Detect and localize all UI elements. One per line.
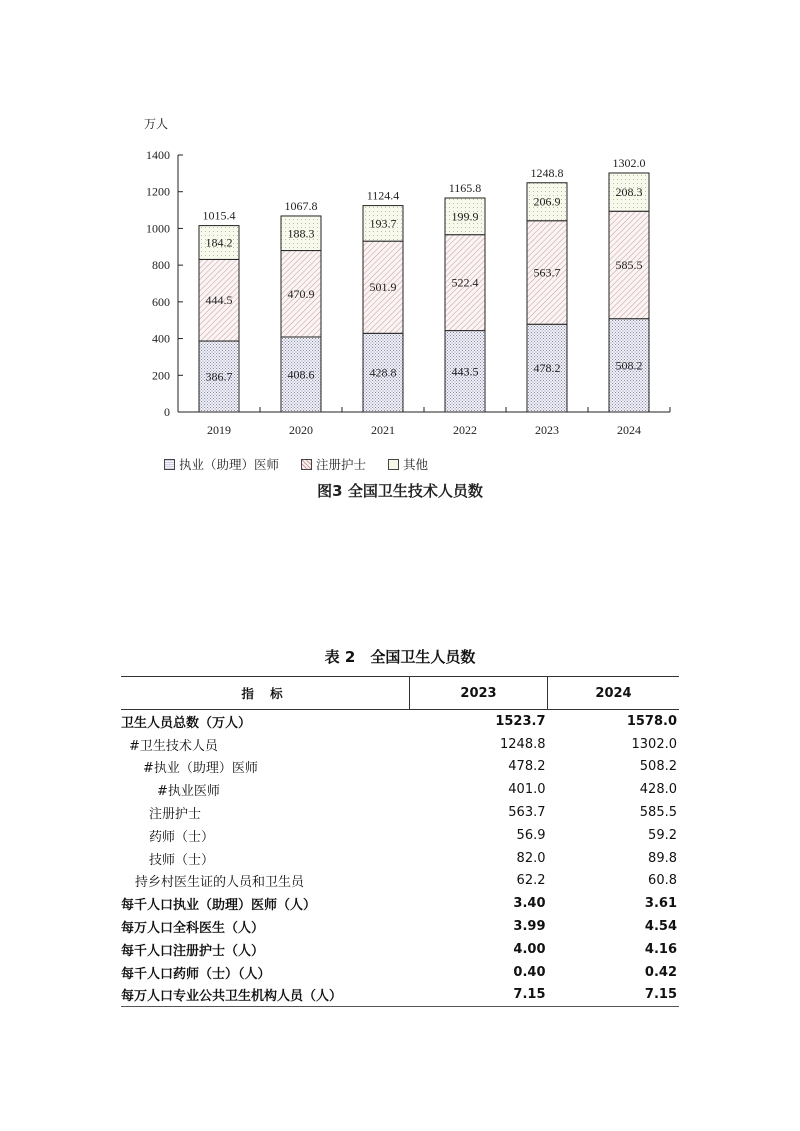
row-label: 每千人口注册护士（人） [121, 943, 265, 959]
bar-total-label: 1015.4 [202, 208, 236, 223]
x-tick-label: 2020 [289, 423, 313, 437]
value-2023: 56.9 [516, 827, 546, 843]
chart-caption: 图3 全国卫生技术人员数 [317, 482, 483, 500]
header-2023: 2023 [410, 677, 548, 710]
value-2024: 1302.0 [631, 736, 677, 752]
table-row [121, 961, 679, 984]
table-row [121, 710, 679, 733]
x-tick-label: 2022 [453, 423, 477, 437]
legend-item-nurses [301, 455, 366, 473]
table-row [121, 847, 679, 870]
row-label: 持乡村医生证的人员和卫生员 [135, 875, 305, 891]
value-2024: 585.5 [639, 805, 677, 821]
table-row [121, 984, 679, 1007]
row-label: #执业医师 [157, 784, 220, 800]
table-row [121, 801, 679, 824]
bar-total-label: 1124.4 [366, 188, 400, 203]
value-2024: 4.16 [644, 941, 677, 957]
value-2024: 89.8 [648, 850, 677, 866]
y-tick-label: 800 [152, 258, 170, 273]
table-row [121, 824, 679, 847]
bar-value-label: 386.7 [205, 369, 233, 384]
bar-value-label: 199.9 [451, 209, 479, 224]
table-row [121, 733, 679, 756]
bar-value-label: 208.3 [615, 185, 643, 200]
value-2024: 59.2 [648, 827, 677, 843]
table-row [121, 778, 679, 801]
value-2024: 508.2 [639, 759, 677, 775]
y-tick-label: 600 [152, 294, 170, 309]
y-tick-label: 200 [152, 368, 170, 383]
x-tick-label: 2023 [535, 423, 559, 437]
bar-value-label: 470.9 [287, 286, 315, 301]
table-row [121, 870, 679, 893]
legend-swatch-nurses-icon [301, 459, 312, 470]
bar-value-label: 428.8 [369, 365, 397, 380]
value-2023: 1523.7 [495, 713, 546, 729]
bar-value-label: 408.6 [287, 367, 315, 382]
value-2024: 7.15 [548, 984, 680, 1007]
value-2024: 428.0 [639, 782, 677, 798]
bar-value-label: 443.5 [451, 364, 479, 379]
legend-swatch-other-icon [388, 459, 399, 470]
bar-value-label: 585.5 [615, 257, 643, 272]
x-tick-label: 2021 [371, 423, 395, 437]
y-tick-label: 0 [164, 405, 170, 419]
row-label: 卫生人员总数（万人） [121, 715, 252, 731]
row-label: 技师（士） [149, 852, 215, 868]
legend-label: 注册护士 [316, 457, 367, 472]
bar-total-label: 1165.8 [448, 180, 482, 195]
x-tick-label: 2019 [207, 423, 231, 437]
y-tick-label: 1400 [146, 148, 170, 162]
legend-item-other [388, 455, 428, 473]
bar-value-label: 508.2 [615, 358, 643, 373]
bar-total-label: 1248.8 [530, 165, 564, 180]
y-tick-label: 400 [152, 331, 170, 346]
value-2023: 4.00 [513, 941, 546, 957]
legend-label: 其他 [403, 457, 429, 472]
bar-value-label: 501.9 [369, 280, 397, 295]
row-label: #卫生技术人员 [129, 738, 218, 754]
row-label: 每万人口专业公共卫生机构人员（人） [121, 984, 410, 1007]
value-2024: 60.8 [648, 873, 677, 889]
value-2024: 4.54 [644, 919, 677, 935]
legend-label: 执业（助理）医师 [179, 457, 280, 472]
row-label: 注册护士 [149, 807, 202, 823]
table-title: 表 2 全国卫生人员数 [324, 648, 476, 666]
row-label: #执业（助理）医师 [143, 761, 258, 777]
bar-value-label: 563.7 [533, 265, 561, 280]
bar-value-label: 193.7 [369, 216, 397, 231]
chart-canvas [120, 110, 680, 510]
value-2023: 401.0 [508, 782, 546, 798]
bar-value-label: 188.3 [287, 226, 315, 241]
stacked-bar-chart [120, 110, 680, 510]
health-personnel-table [121, 676, 679, 1007]
row-label: 药师（士） [149, 829, 215, 845]
value-2023: 0.40 [513, 964, 546, 980]
table-row [121, 938, 679, 961]
chart-legend [164, 455, 584, 473]
header-indicator: 指 标 [121, 677, 410, 710]
value-2024: 0.42 [644, 964, 677, 980]
table-row [121, 892, 679, 915]
bar-value-label: 206.9 [533, 194, 561, 209]
y-axis-unit-label: 万人 [144, 117, 169, 131]
value-2023: 3.40 [513, 896, 546, 912]
bar-value-label: 444.5 [205, 293, 233, 308]
legend-swatch-doctors-icon [164, 459, 175, 470]
bar-value-label: 478.2 [533, 361, 561, 376]
table-row [121, 915, 679, 938]
table-header-row [121, 677, 679, 710]
x-tick-label: 2024 [617, 423, 641, 437]
bar-value-label: 184.2 [205, 235, 233, 250]
bar-total-label: 1067.8 [284, 198, 318, 213]
value-2023: 563.7 [508, 805, 546, 821]
legend-item-doctors [164, 455, 279, 473]
row-label: 每千人口执业（助理）医师（人） [121, 898, 317, 914]
value-2023: 82.0 [516, 850, 546, 866]
y-tick-label: 1000 [146, 221, 170, 236]
value-2023: 1248.8 [500, 736, 546, 752]
row-label: 每千人口药师（士）（人） [121, 966, 271, 982]
value-2023: 7.15 [410, 984, 548, 1007]
value-2023: 478.2 [508, 759, 546, 775]
value-2024: 1578.0 [626, 713, 677, 729]
value-2024: 3.61 [644, 896, 677, 912]
bar-value-label: 522.4 [451, 275, 479, 290]
row-label: 每万人口全科医生（人） [121, 921, 265, 937]
table-row [121, 756, 679, 779]
header-2024: 2024 [548, 677, 680, 710]
y-tick-label: 1200 [146, 184, 170, 199]
value-2023: 3.99 [513, 919, 546, 935]
value-2023: 62.2 [516, 873, 546, 889]
bar-total-label: 1302.0 [612, 155, 646, 170]
